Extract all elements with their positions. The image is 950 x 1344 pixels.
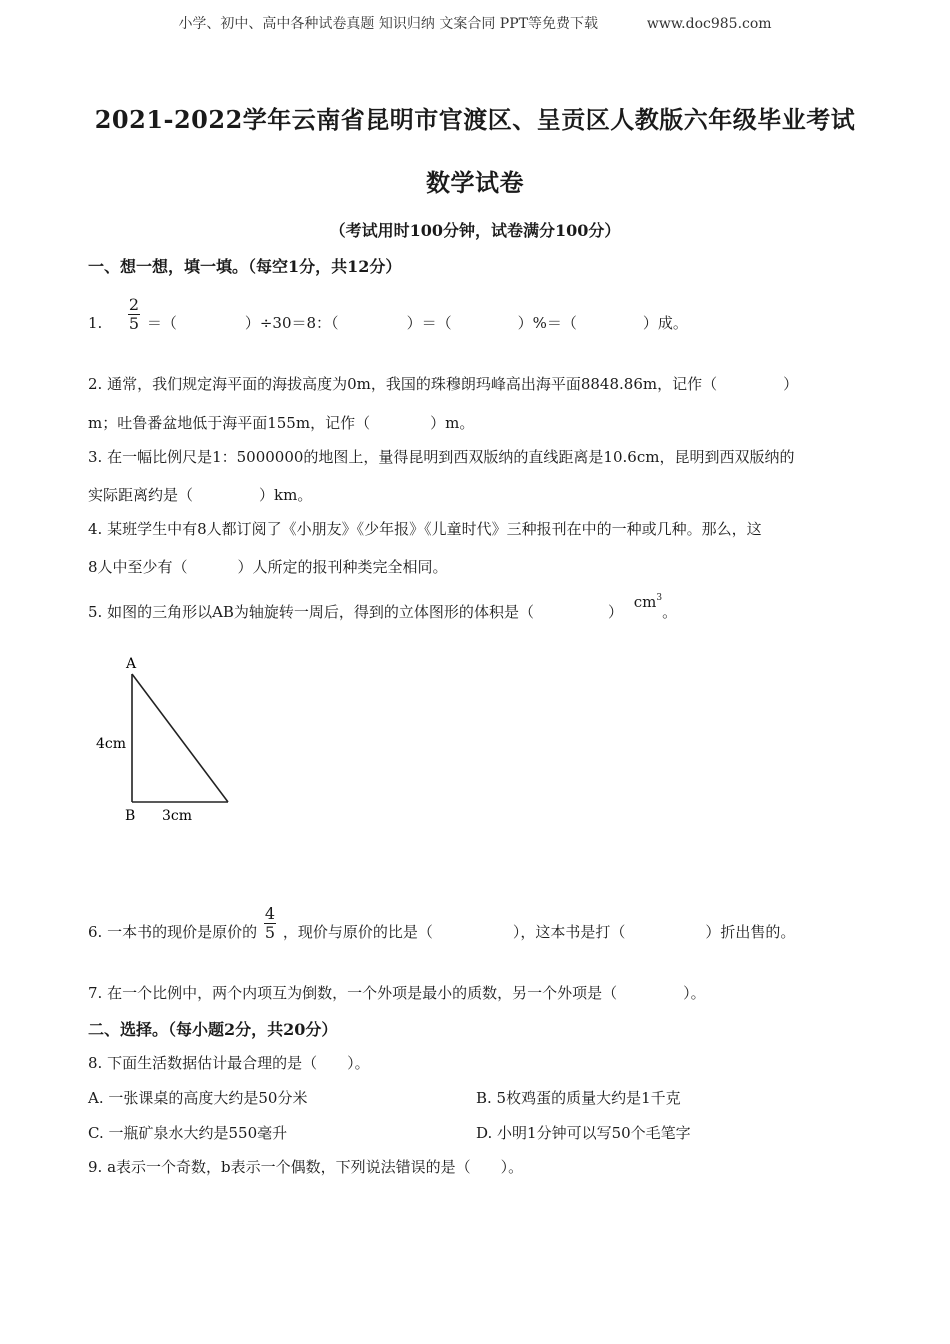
q5-unit bbox=[634, 593, 662, 611]
exam-title-line2: 数学试卷 bbox=[426, 168, 524, 197]
header-url[interactable]: www.doc985.com bbox=[646, 16, 772, 32]
question-9-stem: 9. a表示一个奇数，b表示一个偶数，下列说法错误的是（ ）。 bbox=[88, 1158, 524, 1176]
side-ac bbox=[132, 674, 228, 802]
page-header bbox=[0, 13, 950, 33]
q6-text-4: ）折出售的。 bbox=[705, 923, 796, 941]
section2-heading: 二、选择。（每小题2分，共20分） bbox=[88, 1020, 338, 1039]
question-5 bbox=[88, 594, 677, 630]
q5-unit-cm: cm bbox=[633, 593, 657, 611]
q1-text-5: ）成。 bbox=[642, 314, 688, 332]
q8-option-b[interactable]: B. 5枚鸡蛋的质量大约是1千克 bbox=[476, 1089, 681, 1107]
q7-text-1: 7. 在一个比例中，两个内项互为倒数，一个外项是最小的质数，另一个外项是（ bbox=[88, 984, 618, 1002]
q1-text-1: ＝（ bbox=[146, 314, 177, 332]
question-7 bbox=[88, 982, 706, 1003]
section1-heading: 一、想一想，填一填。（每空1分，共12分） bbox=[88, 257, 402, 276]
question-4-line2 bbox=[88, 556, 448, 577]
q4-text-1: 8人中至少有（ bbox=[88, 558, 188, 576]
q2-text-2: ） bbox=[783, 375, 799, 393]
q5-text-1: 5. 如图的三角形以AB为轴旋转一周后，得到的立体图形的体积是（ bbox=[88, 603, 534, 621]
q5-unit-sup: 3 bbox=[656, 593, 663, 603]
question-2-line2 bbox=[88, 412, 474, 433]
q2-text-3: m；吐鲁番盆地低于海平面155m，记作（ bbox=[88, 414, 371, 432]
label-bc-length: 3cm bbox=[162, 808, 193, 824]
q6-frac-den: 5 bbox=[264, 922, 276, 942]
label-ab-length: 4cm bbox=[96, 736, 127, 752]
q6-text-3: ），这本书是打（ bbox=[512, 923, 626, 941]
q2-text-1: 2. 通常，我们规定海平面的海拔高度为0m，我国的珠穆朗玛峰高出海平面8848.86m，记作（ bbox=[88, 375, 718, 393]
q4-text-2: ）人所定的报刊种类完全相同。 bbox=[237, 558, 448, 576]
q1-number: 1. bbox=[88, 314, 103, 332]
q6-text-2: ，现价与原价的比是（ bbox=[282, 923, 433, 941]
question-3-line1: 3. 在一幅比例尺是1：5000000的地图上，量得昆明到西双版纳的直线距离是10.6cm，昆明到西双版纳的 bbox=[88, 448, 795, 466]
q3-text-1: 实际距离约是（ bbox=[88, 486, 194, 504]
q6-frac-num: 4 bbox=[264, 903, 276, 923]
q5-end: 。 bbox=[662, 603, 678, 621]
q7-text-2: ）。 bbox=[683, 984, 706, 1002]
exam-subtitle: （考试用时100分钟，试卷满分100分） bbox=[329, 221, 621, 240]
q1-frac-num: 2 bbox=[128, 294, 140, 314]
q2-text-4: ）m。 bbox=[430, 414, 475, 432]
q1-fraction bbox=[128, 296, 140, 333]
question-3-line2 bbox=[88, 484, 312, 505]
q8-option-d[interactable]: D. 小明1分钟可以写50个毛笔字 bbox=[476, 1124, 691, 1142]
exam-title-line1: 2021-2022学年云南省昆明市官渡区、呈贡区人教版六年级毕业考试 bbox=[94, 105, 856, 134]
question-4-line1: 4. 某班学生中有8人都订阅了《小朋友》《少年报》《儿童时代》三种报刊在中的一种或几种。那么，这 bbox=[88, 520, 762, 538]
question-1 bbox=[88, 288, 688, 358]
triangle-figure bbox=[90, 650, 250, 830]
label-b: B bbox=[125, 808, 136, 824]
q6-text-1: 6. 一本书的现价是原价的 bbox=[88, 923, 258, 941]
q5-text-2: ） bbox=[607, 603, 623, 621]
label-a: A bbox=[126, 656, 137, 672]
q8-option-c[interactable]: C. 一瓶矿泉水大约是550毫升 bbox=[88, 1124, 288, 1142]
q1-frac-den: 5 bbox=[128, 313, 140, 333]
question-6 bbox=[88, 897, 795, 967]
header-text: 小学、初中、高中各种试卷真题 知识归纳 文案合同 PPT等免费下载 bbox=[178, 16, 598, 32]
q6-fraction bbox=[264, 905, 276, 942]
q1-text-3: ）＝（ bbox=[406, 314, 452, 332]
q1-text-4: ）%＝（ bbox=[517, 314, 577, 332]
q8-option-a[interactable]: A. 一张课桌的高度大约是50分米 bbox=[88, 1089, 308, 1107]
question-2-line1 bbox=[88, 373, 798, 394]
q3-text-2: ）km。 bbox=[259, 486, 313, 504]
q1-text-2: ）÷30＝8：（ bbox=[244, 314, 339, 332]
question-8-stem: 8. 下面生活数据估计最合理的是（ ）。 bbox=[88, 1054, 370, 1072]
